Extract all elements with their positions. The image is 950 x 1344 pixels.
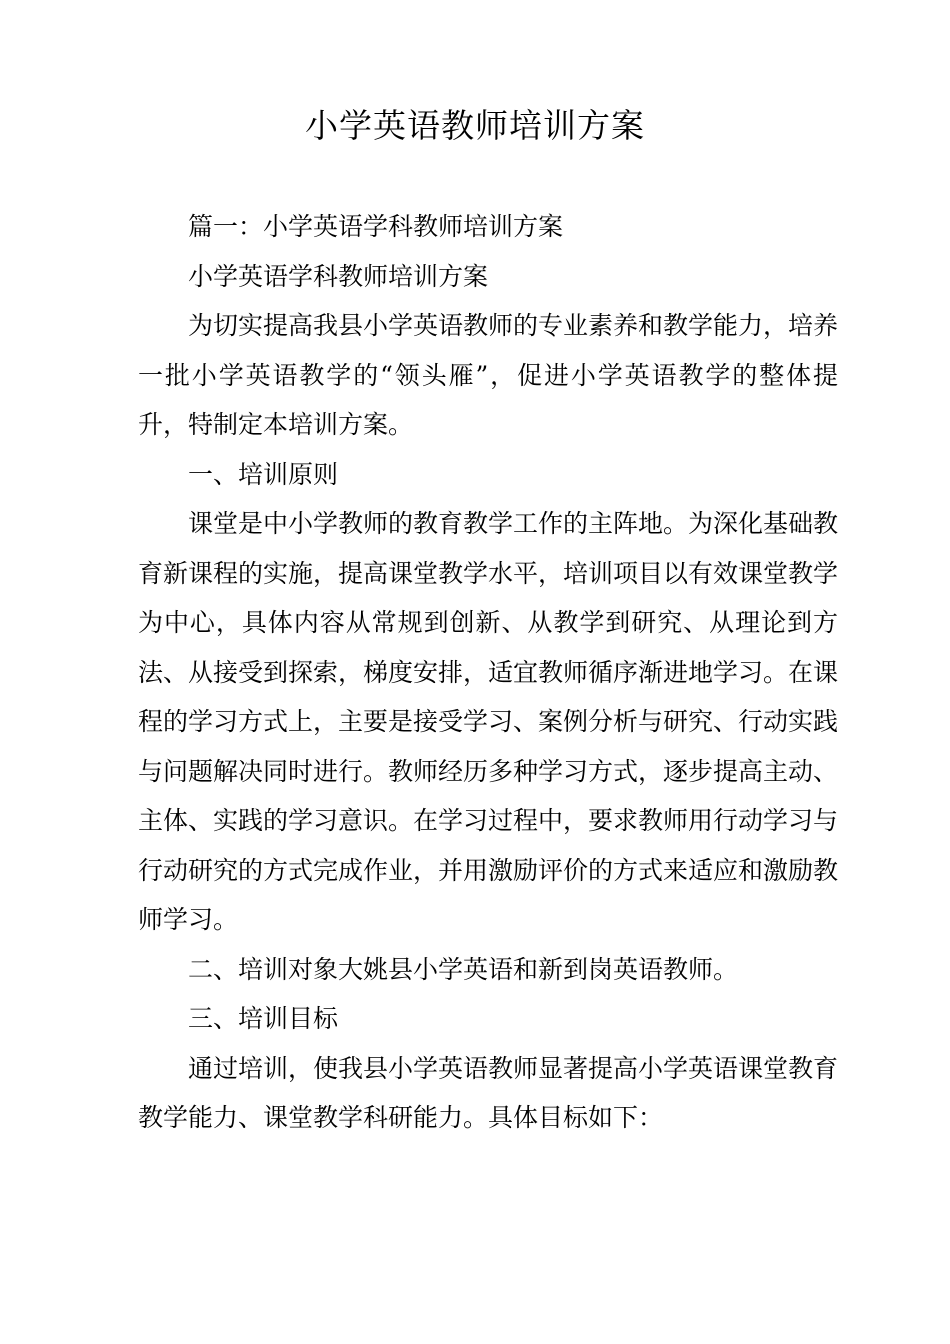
- paragraph-intro: 为切实提高我县小学英语教师的专业素养和教学能力，培养一批小学英语教学的“领头雁”，促进小学英语教学的整体提升，特制定本培训方案。: [138, 311, 839, 439]
- paragraph-goals: 通过培训，使我县小学英语教师显著提高小学英语课堂教育教学能力、课堂教学科研能力。具体目标如下：: [138, 1053, 839, 1132]
- document-title: 小学英语教师培训方案: [305, 106, 645, 145]
- paragraph-heading-principles: 一、培训原则: [188, 459, 339, 489]
- paragraph-heading-target: 二、培训对象大姚县小学英语和新到岗英语教师。: [188, 954, 739, 984]
- paragraph-heading-goals: 三、培训目标: [188, 1004, 339, 1033]
- paragraph-subtitle: 小学英语学科教师培训方案: [188, 261, 489, 291]
- paragraph-section-heading: 篇一：小学英语学科教师培训方案: [188, 212, 564, 241]
- paragraph-principles: 课堂是中小学教师的教育教学工作的主阵地。为深化基础教育新课程的实施，提高课堂教学水平，培训项目以有效课堂教学为中心，具体内容从常规到创新、从教学到研究、从理论到方法、从接受到探索，梯度安排，适宜教师循序渐进地学习。在课程的学习方式上，主要是接受学习、案例分析与研究、行动实践与问题解决同时进行。教师经历多种学习方式，逐步提高主动、主体、实践的学习意识。在学习过程中，要求教师用行动学习与行动研究的方式完成作业，并用激励评价的方式来适应和激励教师学习。: [138, 509, 839, 934]
- document-body: [138, 202, 838, 1143]
